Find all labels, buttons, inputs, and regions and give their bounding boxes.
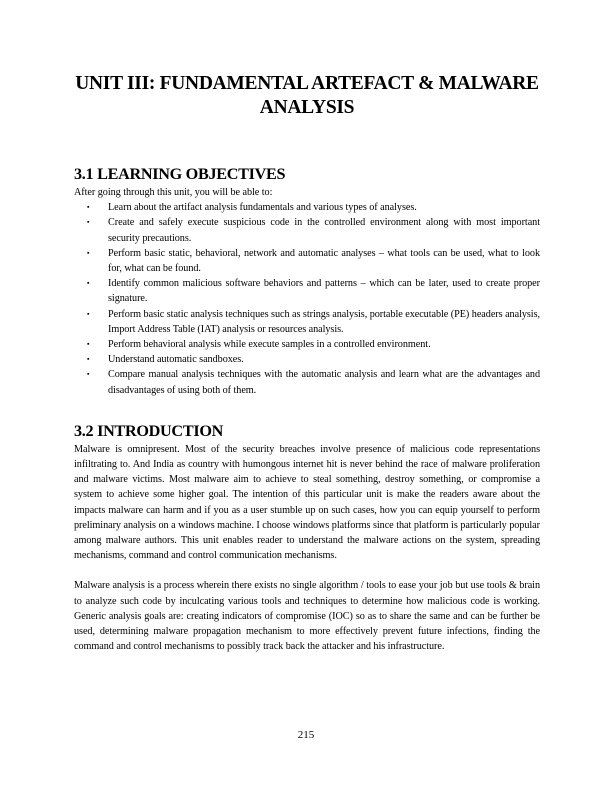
bullet-icon: ▪ (87, 340, 90, 349)
objective-item (87, 307, 540, 337)
objective-item (87, 367, 540, 397)
bullet-icon: ▪ (87, 218, 90, 227)
objective-item (87, 276, 540, 306)
objective-text: Create and safely execute suspicious code in the controlled environment along with most important security precautions. (108, 217, 540, 244)
chapter-title-line-2: ANALYSIS (259, 97, 355, 118)
objective-text: Perform basic static analysis techniques such as strings analysis, portable executable (PE) headers analysis, Import Address Table (IAT) analysis or resources analysis. (108, 308, 540, 335)
objectives-list (74, 200, 540, 398)
bullet-icon: ▪ (87, 203, 90, 212)
objective-item (87, 200, 540, 215)
page-content (74, 72, 540, 654)
chapter-title-line-1: UNIT III: FUNDAMENTAL ARTEFACT & MALWARE (75, 73, 539, 94)
page-number: 215 (297, 729, 315, 741)
objective-text: Perform behavioral analysis while execute samples in a controlled environment. (108, 339, 431, 351)
objective-item (87, 215, 540, 245)
introduction-paragraph-2: Malware analysis is a process wherein there exists no single algorithm / tools to ease your job but use tools & brain to analyze such code by inculcating various tools and techniques to determine how malicious code is working. Generic analysis goals are: creating indicators of compromise (IOC) so as to share the same and can be further be used, determining malware propagation mechanism to more effectively prevent future infections, finding the command and control mechanisms to possibly track back the attacker and his infrastructure. (74, 580, 540, 653)
bullet-icon: ▪ (87, 370, 90, 379)
bullet-icon: ▪ (87, 248, 90, 257)
section-heading-introduction: 3.2 INTRODUCTION (74, 421, 223, 440)
bullet-icon: ▪ (87, 279, 90, 288)
objectives-intro: After going through this unit, you will be able to: (74, 187, 273, 198)
objective-text: Identify common malicious software behaviors and patterns – which can be later, used to create proper signature. (108, 278, 540, 305)
objective-text: Compare manual analysis techniques with the automatic analysis and learn what are the advantages and disadvantages of using both of them. (108, 369, 540, 396)
bullet-icon: ▪ (87, 309, 90, 318)
objective-text: Perform basic static, behavioral, network and automatic analyses – what tools can be used, what to look for, what can be found. (108, 247, 540, 275)
objective-item (87, 246, 540, 276)
objective-text: Learn about the artifact analysis fundamentals and various types of analyses. (108, 202, 417, 214)
section-heading-learning-objectives: 3.1 LEARNING OBJECTIVES (74, 165, 286, 183)
chapter-title (74, 72, 540, 120)
bullet-icon: ▪ (87, 355, 90, 364)
objective-item (87, 352, 540, 367)
objective-item (87, 337, 540, 352)
introduction-paragraph-1: Malware is omnipresent. Most of the security breaches involve presence of malicious code representations infiltrating to. And India as country with humongous internet hit is never behind the race of malware proliferation and malware victims. Most malware aim to achieve to steal something, destroy something, or compromise a system to achieve some higher goal. The intention of this particular unit is make the readers aware about the impacts malware can harm and if you as a user stumble up on such cases, how you can equip yourself to perform preliminary analysis on a windows machine. I choose windows platforms since that platform is particularly popular among malware authors. This unit enables reader to understand the malware actions on the system, spreading mechanisms, command and control communication mechanisms. (74, 443, 540, 562)
objective-text: Understand automatic sandboxes. (108, 354, 244, 366)
